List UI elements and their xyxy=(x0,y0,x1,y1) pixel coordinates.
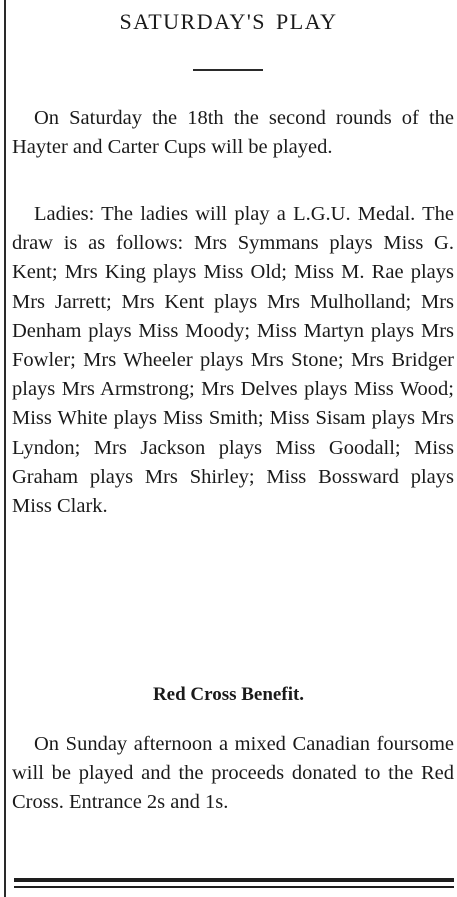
bottom-rule-thin xyxy=(14,886,454,888)
paragraph-hayter-carter-cups xyxy=(12,104,454,162)
paragraph-ladies-draw xyxy=(12,200,454,521)
paragraph-text: On Saturday the 18th the second rounds of the Hayter and Carter Cups will be played. xyxy=(12,107,454,159)
article-headline: SATURDAY'S PLAY xyxy=(119,9,338,34)
bottom-rule-thick xyxy=(14,878,454,882)
column-rule-left xyxy=(4,0,6,897)
paragraph-text: On Sunday afternoon a mixed Canadian foursome will be played and the proceeds donated to the Red Cross. Entrance 2s and 1s. xyxy=(12,733,454,814)
paragraph-red-cross-benefit xyxy=(12,730,454,818)
subheading-red-cross: Red Cross Benefit. xyxy=(152,684,305,705)
headline-divider xyxy=(193,69,263,71)
paragraph-text: Ladies: The ladies will play a L.G.U. Medal. The draw is as follows: Mrs Symmans plays Miss G. Kent; Mrs King plays Miss Old; Miss M. Rae plays Mrs Jarrett; Mrs Kent plays Mrs Mulholland; Mrs Denham plays Miss Moody; Miss Martyn plays Mrs Fowler; Mrs Wheeler plays Mrs Stone; Mrs Bridger plays Mrs Armstrong; Mrs Delves plays Miss Wood; Miss White plays Miss Smith; Miss Sisam plays Mrs Lyndon; Mrs Jackson plays Miss Goodall; Miss Graham plays Mrs Shirley; Miss Bossward plays Miss Clark. xyxy=(12,203,454,518)
